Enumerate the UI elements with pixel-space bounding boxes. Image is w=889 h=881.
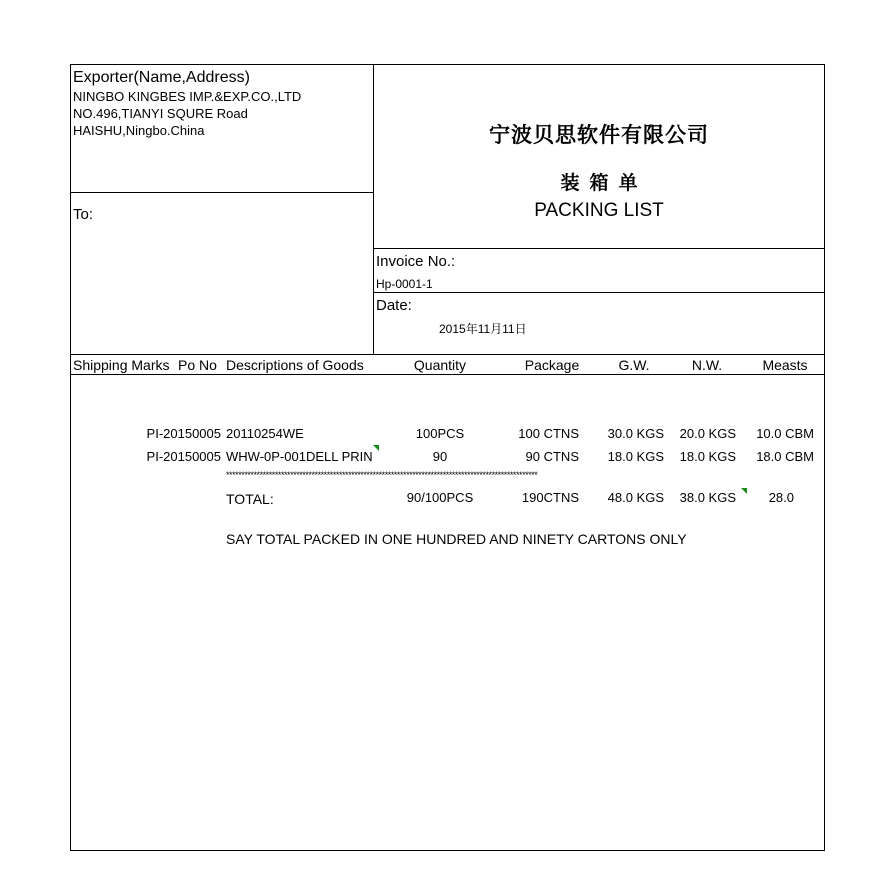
comment-marker-icon — [373, 445, 379, 451]
col-po-no: Po No — [178, 357, 217, 373]
row1-qty: 100PCS — [415, 426, 465, 441]
col-package: Package — [524, 357, 580, 373]
to-label: To: — [73, 206, 94, 223]
doc-title-en: PACKING LIST — [534, 200, 664, 221]
company-name: 宁波贝思软件有限公司 — [489, 122, 709, 147]
row1-nw: 20.0 KGS — [679, 426, 736, 441]
row1-gw: 30.0 KGS — [607, 426, 664, 441]
row1-desc: 20110254WE — [226, 426, 304, 441]
invoice-number: Hp-0001-1 — [376, 277, 433, 291]
row2-po: PI-20150005 — [146, 449, 221, 464]
col-descriptions: Descriptions of Goods — [226, 357, 364, 373]
exporter-heading: Exporter(Name,Address) — [73, 69, 250, 86]
exporter-line-3: HAISHU,Ningbo.China — [73, 123, 205, 138]
invoice-divider — [373, 292, 825, 293]
column-header-bottom-line — [70, 374, 825, 375]
row2-qty: 90 — [432, 449, 448, 464]
exporter-divider — [70, 192, 373, 193]
total-qty: 90/100PCS — [406, 490, 474, 505]
row2-desc: WHW-0P-001DELL PRIN — [226, 449, 373, 464]
say-total: SAY TOTAL PACKED IN ONE HUNDRED AND NINETY CARTONS ONLY — [226, 531, 687, 547]
date-label: Date: — [376, 297, 412, 314]
row1-meas: 10.0 CBM — [756, 426, 814, 441]
col-meas: Measts — [762, 357, 808, 373]
asterisk-separator: ****************************************************************************************************** — [226, 470, 538, 480]
date-value: 2015年11月11日 — [439, 322, 527, 336]
col-quantity: Quantity — [413, 357, 467, 373]
col-gw: G.W. — [618, 357, 650, 373]
header-bottom-line — [70, 354, 825, 355]
row2-pkg: 90 CTNS — [525, 449, 579, 464]
title-divider — [373, 248, 825, 249]
total-pkg: 190CTNS — [521, 490, 579, 505]
doc-title-cn: 装箱单 — [560, 172, 648, 194]
col-shipping-marks: Shipping Marks — [73, 357, 170, 373]
total-label: TOTAL: — [226, 491, 274, 507]
exporter-line-2: NO.496,TIANYI SQURE Road — [73, 106, 248, 121]
total-nw: 38.0 KGS — [679, 490, 736, 505]
row2-nw: 18.0 KGS — [679, 449, 736, 464]
row1-pkg: 100 CTNS — [518, 426, 579, 441]
row2-meas: 18.0 CBM — [756, 449, 814, 464]
col-nw: N.W. — [691, 357, 723, 373]
row2-gw: 18.0 KGS — [607, 449, 664, 464]
total-meas: 28.0 — [768, 490, 794, 505]
invoice-label: Invoice No.: — [376, 253, 456, 270]
row1-po: PI-20150005 — [146, 426, 221, 441]
exporter-line-1: NINGBO KINGBES IMP.&EXP.CO.,LTD — [73, 89, 302, 104]
total-gw: 48.0 KGS — [607, 490, 664, 505]
